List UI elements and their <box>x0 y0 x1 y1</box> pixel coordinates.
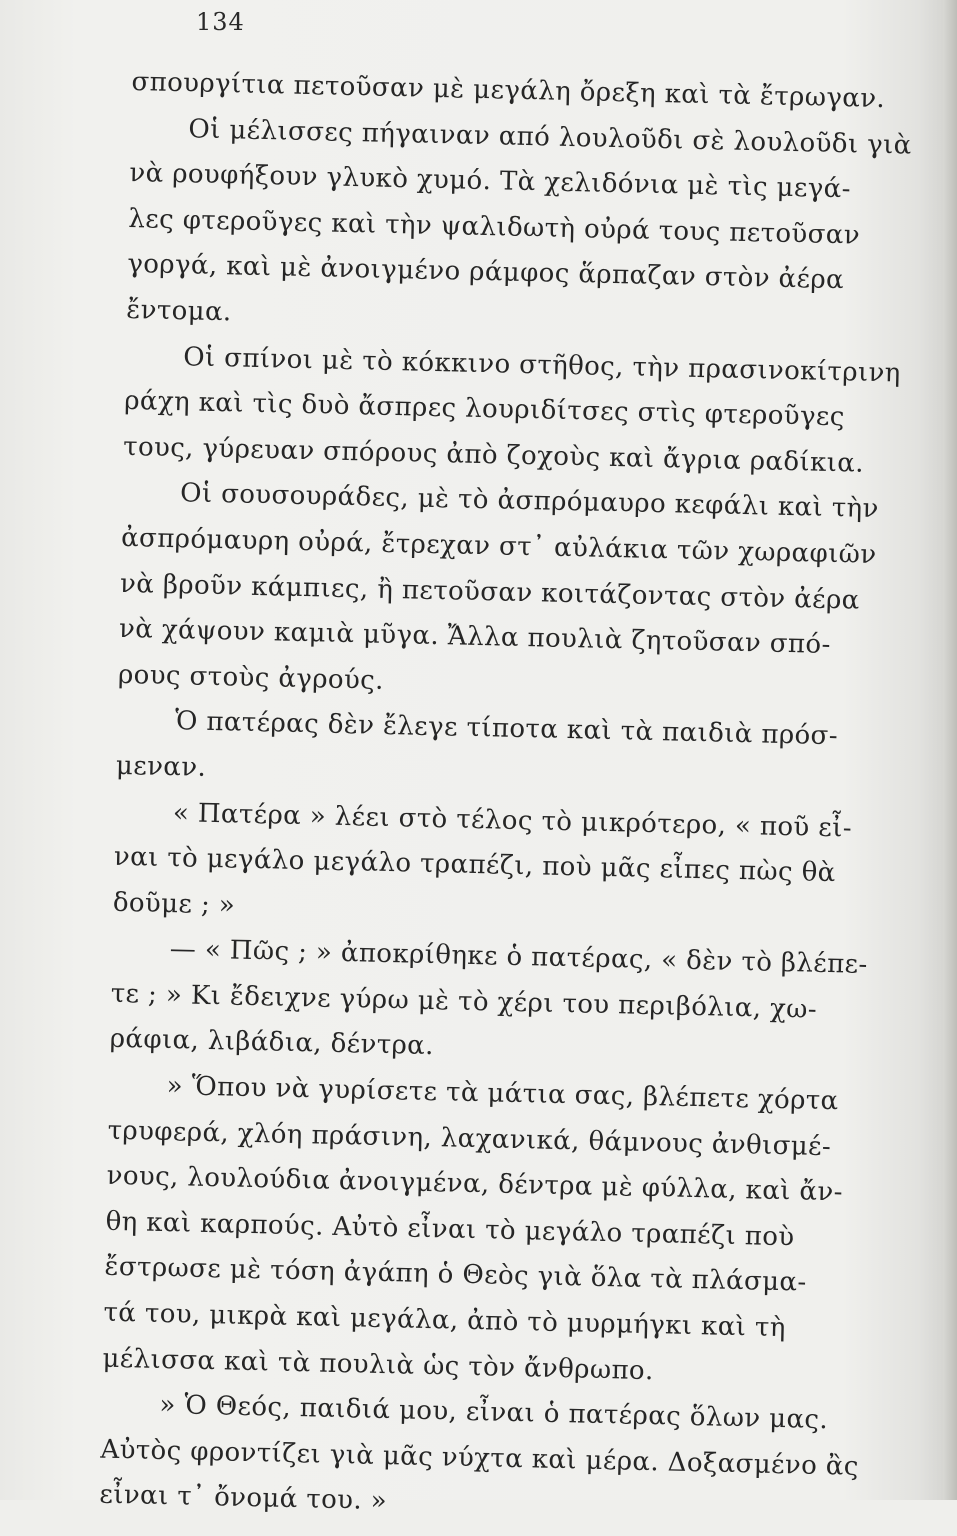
page-number: 134 <box>196 8 245 36</box>
text-line: νὰ βροῦν κάμπιες, ἢ πετοῦσαν κοιτάζοντας στὸν ἀέρα <box>119 568 861 616</box>
text-line: ναι τὸ μεγάλο μεγάλο τραπέζι, ποὺ μᾶς εἶπες πὼς θὰ <box>113 841 836 889</box>
text-line: νους, λουλούδια ἀνοιγμένα, δέντρα μὲ φύλλα, καὶ ἄν- <box>106 1160 844 1208</box>
text-line: ρους στοὺς ἀγρούς. <box>117 659 385 696</box>
text-line: ράφια, λιβάδια, δέντρα. <box>109 1024 435 1062</box>
text-line: γοργά, καὶ μὲ ἀνοιγμένο ράμφος ἅρπαζαν στὸν ἀέρα <box>127 249 845 296</box>
text-line: Αὐτὸς φροντίζει γιὰ μᾶς νύχτα καὶ μέρα. Δοξασμένο ἂς <box>100 1434 860 1482</box>
text-line: Οἱ σουσουράδες, μὲ τὸ ἀσπρόμαυρο κεφάλι καὶ τὴν <box>179 478 880 525</box>
text-line: ἔστρωσε μὲ τόση ἀγάπη ὁ Θεὸς γιὰ ὅλα τὰ πλάσμα- <box>104 1252 807 1299</box>
text-line: μεναν. <box>115 750 207 783</box>
page-gutter <box>943 0 957 1500</box>
text-line: τους, γύρευαν σπόρους ἀπὸ ζοχοὺς καὶ ἄγρια ραδίκια. <box>122 431 865 479</box>
text-line: — « Πῶς ; » ἀποκρίθηκε ὁ πατέρας, « δὲν τὸ βλέπε- <box>169 934 868 981</box>
text-line: τε ; » Κι ἔδειχνε γύρω μὲ τὸ χέρι του περιβόλια, χω- <box>110 978 818 1025</box>
text-line: τρυφερά, χλόη πράσινη, λαχανικά, θάμνους ἀνθισμέ- <box>107 1115 832 1162</box>
text-line: ἀσπρόμαυρη οὐρά, ἔτρεχαν στ᾽ αὐλάκια τῶν χωραφιῶν <box>120 522 877 570</box>
text-line: » Ὁ Θεός, παιδιά μου, εἶναι ὁ πατέρας ὅλων μας. <box>159 1390 829 1436</box>
text-line: θη καὶ καρπούς. Αὐτὸ εἶναι τὸ μεγάλο τραπέζι ποὺ <box>105 1206 795 1253</box>
text-line: Οἱ μέλισσες πήγαιναν από λουλοῦδι σὲ λουλοῦδι γιὰ <box>188 113 912 161</box>
text-line: Οἱ σπίνοι μὲ τὸ κόκκινο στῆθος, τὴν πρασινοκίτρινη <box>182 341 902 389</box>
text-line: δοῦμε ; » <box>112 887 236 921</box>
text-line: Ὁ πατέρας δὲν ἔλεγε τίποτα καὶ τὰ παιδιὰ πρόσ- <box>174 706 839 752</box>
text-line: λες φτεροῦγες καὶ τὴν ψαλιδωτὴ οὐρά τους πετοῦσαν <box>128 203 861 251</box>
text-line: μέλισσα καὶ τὰ πουλιὰ ὡς τὸν ἄνθρωπο. <box>102 1343 655 1386</box>
text-line: « Πατέρα » λέει στὸ τέλος τὸ μικρότερο, « ποῦ εἶ- <box>172 797 853 844</box>
text-line: νὰ χάψουν καμιὰ μῦγα. Ἄλλα πουλιὰ ζητοῦσαν σπό- <box>118 613 832 661</box>
text-line: νὰ ρουφήξουν γλυκὸ χυμό. Τὰ χελιδόνια μὲ τὶς μεγά- <box>129 158 852 205</box>
text-line: ράχη καὶ τὶς δυὸ ἄσπρες λουριδίτσες στὶς φτεροῦγες <box>123 386 846 433</box>
text-line: » Ὅπου νὰ γυρίσετε τὰ μάτια σας, βλέπετε χόρτα <box>166 1071 839 1117</box>
text-line: εἶναι τ᾽ ὄνομά του. » <box>99 1480 388 1517</box>
text-line: τά του, μικρὰ καὶ μεγάλα, ἀπὸ τὸ μυρμήγκι καὶ τὴ <box>103 1297 787 1344</box>
body-text <box>99 60 912 1536</box>
text-line: ἔντομα. <box>125 294 232 328</box>
text-line: σπουργίτια πετοῦσαν μὲ μεγάλη ὄρεξη καὶ τὰ ἔτρωγαν. <box>131 66 886 115</box>
